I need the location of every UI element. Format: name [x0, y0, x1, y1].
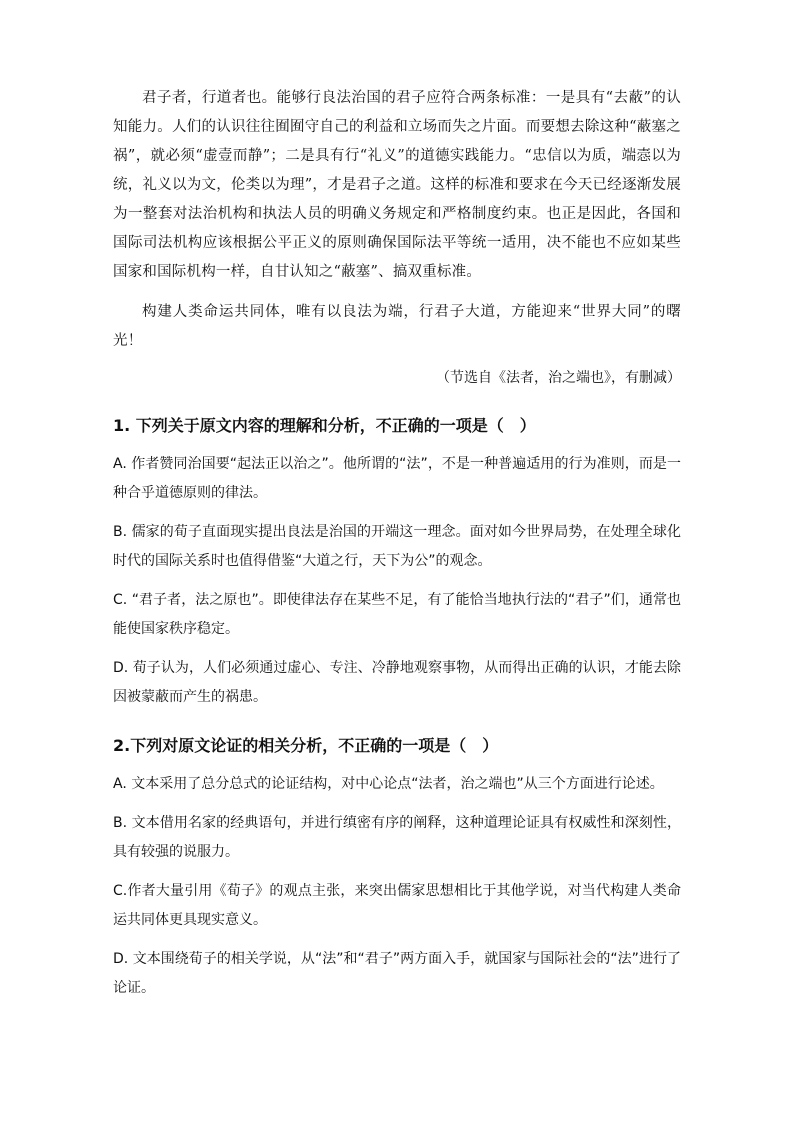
question-1-option-b[interactable]: B. 儒家的荀子直面现实提出良法是治国的开端这一理念。面对如今世界局势，在处理全球化时代的国际关系时也值得借鉴“大道之行，天下为公”的观念。	[113, 524, 681, 569]
question-2	[113, 730, 681, 1003]
page-content	[113, 84, 681, 1013]
passage-paragraph-2: 构建人类命运共同体，唯有以良法为端，行君子大道，方能迎来“世界大同”的曙光！	[113, 304, 681, 349]
question-1-option-a[interactable]: A. 作者赞同治国要“起法正以治之”。他所谓的“法”，不是一种普遍适用的行为准则，而是一种合乎道德原则的律法。	[113, 456, 681, 501]
question-2-option-d[interactable]: D. 文本围绕荀子的相关学说，从“法”和“君子”两方面入手，就国家与国际社会的“法”进行了论证。	[113, 951, 681, 996]
question-2-title: 2.下列对原文论证的相关分析，不正确的一项是（ ）	[113, 736, 499, 755]
question-1	[113, 410, 681, 712]
question-2-option-a[interactable]: A. 文本采用了总分总式的论证结构，对中心论点“法者，治之端也”从三个方面进行论述。	[113, 776, 664, 792]
question-2-option-b[interactable]: B. 文本借用名家的经典语句，并进行缜密有序的阐释，这种道理论证具有权威性和深刻性，具有较强的说服力。	[113, 815, 681, 860]
question-2-option-c[interactable]: C.作者大量引用《荀子》的观点主张，来突出儒家思想相比于其他学说，对当代构建人类命运共同体更具现实意义。	[113, 883, 681, 928]
question-1-option-c[interactable]: C. “君子者，法之原也”。即使律法存在某些不足，有了能恰当地执行法的“君子”们，通常也能使国家秩序稳定。	[113, 592, 681, 637]
question-1-title: 1. 下列关于原文内容的理解和分析，不正确的一项是（ ）	[113, 416, 536, 435]
question-1-option-d[interactable]: D. 荀子认为，人们必须通过虚心、专注、冷静地观察事物，从而得出正确的认识，才能去除因被蒙蔽而产生的祸患。	[113, 660, 681, 705]
passage-source: （节选自《法者，治之端也》，有删减）	[436, 370, 681, 386]
passage-paragraph-1: 君子者，行道者也。能够行良法治国的君子应符合两条标准：一是具有“去蔽”的认知能力。人们的认识往往囿囿守自己的利益和立场而失之片面。而要想去除这种“蔽塞之祸”，就必须“虚壹而静”；二是具有行“礼义”的道德实践能力。“忠信以为质，端悫以为统，礼义以为文，伦类以为理”，才是君子之道。这样的标准和要求在今天已经逐渐发展为一整套对法治机构和执法人员的明确义务规定和严格制度约束。也正是因此，各国和国际司法机构应该根据公平正义的原则确保国际法平等统一适用，决不能也不应如某些国家和国际机构一样，自甘认知之“蔽塞”、搞双重标准。	[113, 90, 681, 280]
